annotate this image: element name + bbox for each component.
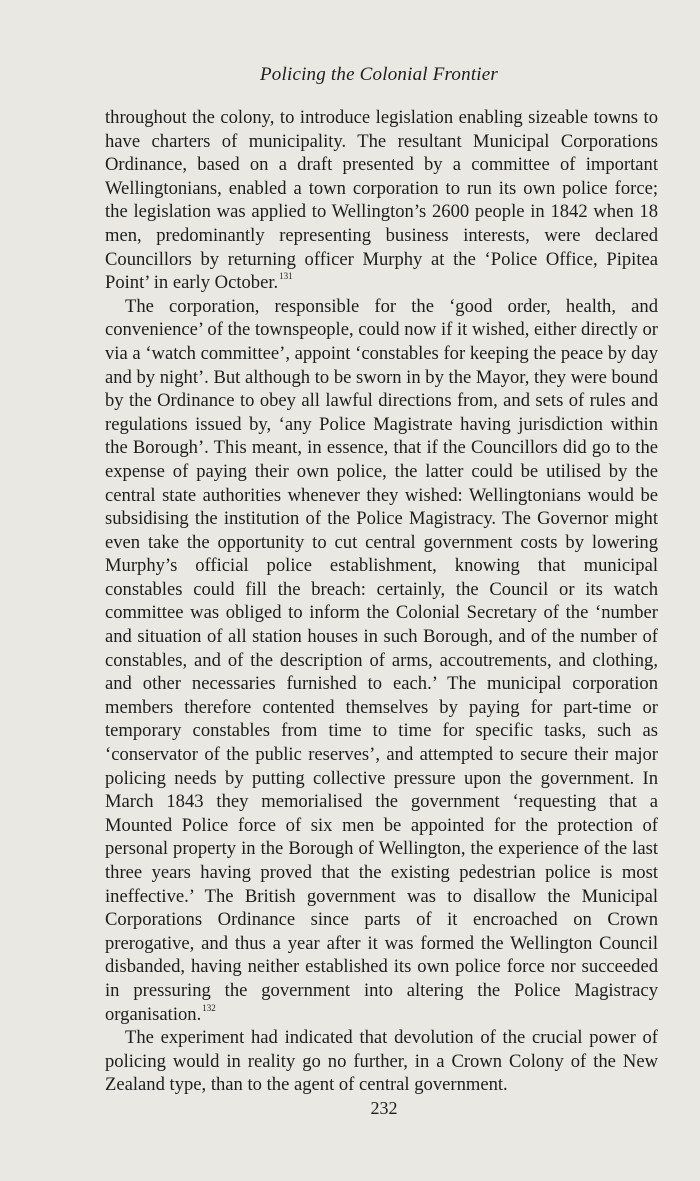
paragraph-1-text: throughout the colony, to introduce legislation enabling sizeable towns to have charters of municipality. The resultant Municipal Corporations Ordinance, based on a draft presented by a committee of important Wellingtonians, enabled a town corporation to run its own police force; the legislation was applied to Wellington’s 2600 people in 1842 when 18 men, predominantly representing business interests, were declared Councillors by returning officer Murphy at the ‘Police Office, Pipitea Point’ in early October. <box>105 107 658 294</box>
footnote-ref-131: 131 <box>279 271 293 282</box>
paragraph-1 <box>105 106 658 295</box>
paragraph-3 <box>105 1026 658 1097</box>
page-number: 232 <box>370 1098 398 1118</box>
running-head: Policing the Colonial Frontier <box>259 64 499 85</box>
footnote-ref-132: 132 <box>202 1002 216 1013</box>
paragraph-2 <box>105 295 658 1026</box>
paragraph-3-text: The experiment had indicated that devolution of the crucial power of policing would in reality go no further, in a Crown Colony of the New Zealand type, than to the agent of central government. <box>105 1027 658 1096</box>
paragraph-2-text: The corporation, responsible for the ‘good order, health, and convenience’ of the townspeople, could now if it wished, either directly or via a ‘watch committee’, appoint ‘constables for keeping the peace by day and by night’. But although to be sworn in by the Mayor, they were bound by the Ordinance to obey all lawful directions from, and sets of rules and regulations issued by, ‘any Police Magistrate having jurisdiction within the Borough’. This meant, in essence, that if the Councillors did go to the expense of paying their own police, the latter could be utilised by the central state authorities whenever they wished: Wellingtonians would be subsidising the institution of the Police Magistracy. The Governor might even take the opportunity to cut central government costs by lowering Murphy’s official police establishment, knowing that municipal constables could fill the breach: certainly, the Council or its watch committee was obliged to inform the Colonial Secretary of the ‘number and situation of all station houses in such Borough, and of the number of constables, and of the description of arms, accoutrements, and clothing, and other necessaries furnished to each.’ The municipal corporation members therefore contented themselves by paying for part-time or temporary constables from time to time for specific tasks, such as ‘conservator of the public reserves’, and attempted to secure their major policing needs by putting collective pressure upon the government. In March 1843 they memorialised the government ‘requesting that a Mounted Police force of six men be appointed for the protection of personal property in the Borough of Wellington, the experience of the last three years having proved that the existing pedestrian police is most ineffective.’ The British government was to disallow the Municipal Corporations Ordinance since parts of it encroached on Crown prerogative, and thus a year after it was formed the Wellington Council disbanded, having neither established its own police force nor succeeded in pressuring the government into altering the Police Magistracy organisation. <box>105 295 658 1025</box>
body-text <box>105 106 658 1097</box>
